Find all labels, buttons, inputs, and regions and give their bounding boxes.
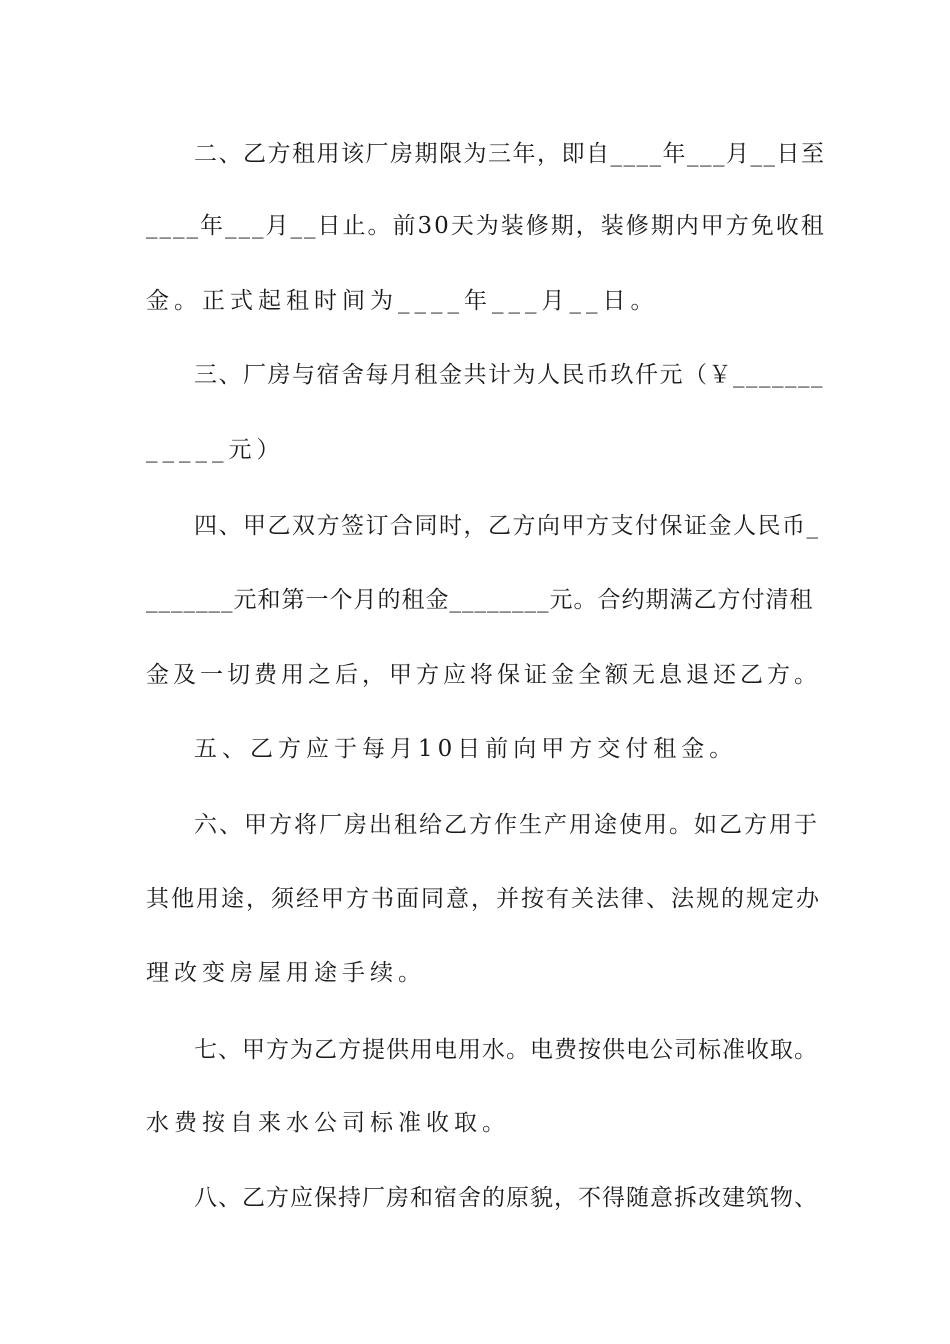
- clause-3-line-2: _____元）: [146, 437, 285, 463]
- clause-7-line-2: 水费按自来水公司标准收取。: [146, 1110, 510, 1136]
- clause-5-line-1: 五、乙方应于每月10日前向甲方交付租金。: [194, 736, 738, 762]
- clause-2-line-3: 金。正式起租时间为____年___月__日。: [146, 288, 659, 314]
- clause-3-line-1: 三、厂房与宿舍每月租金共计为人民币玖仟元（￥_______: [194, 362, 824, 388]
- clause-4-line-2: _______元和第一个月的租金________元。合约期满乙方付清租: [146, 587, 814, 613]
- clause-6-line-2: 其他用途，须经甲方书面同意，并按有关法律、法规的规定办: [146, 886, 821, 912]
- clause-2-line-1: 二、乙方租用该厂房期限为三年，即自____年___月__日至: [194, 141, 826, 167]
- clause-6-line-1: 六、甲方将厂房出租给乙方作生产用途使用。如乙方用于: [194, 812, 819, 838]
- clause-8-line-1: 八、乙方应保持厂房和宿舍的原貌，不得随意拆改建筑物、: [194, 1185, 818, 1211]
- clause-2-line-2: ____年___月__日止。前30天为装修期，装修期内甲方免收租: [146, 213, 826, 239]
- clause-4-line-3: 金及一切费用之后，甲方应将保证金全额无息退还乙方。: [146, 662, 821, 688]
- clause-4-line-1: 四、甲乙双方签订合同时，乙方向甲方支付保证金人民币_: [194, 513, 820, 539]
- clause-6-line-3: 理改变房屋用途手续。: [146, 960, 426, 986]
- clause-7-line-1: 七、甲方为乙方提供用电用水。电费按供电公司标准收取。: [194, 1037, 818, 1063]
